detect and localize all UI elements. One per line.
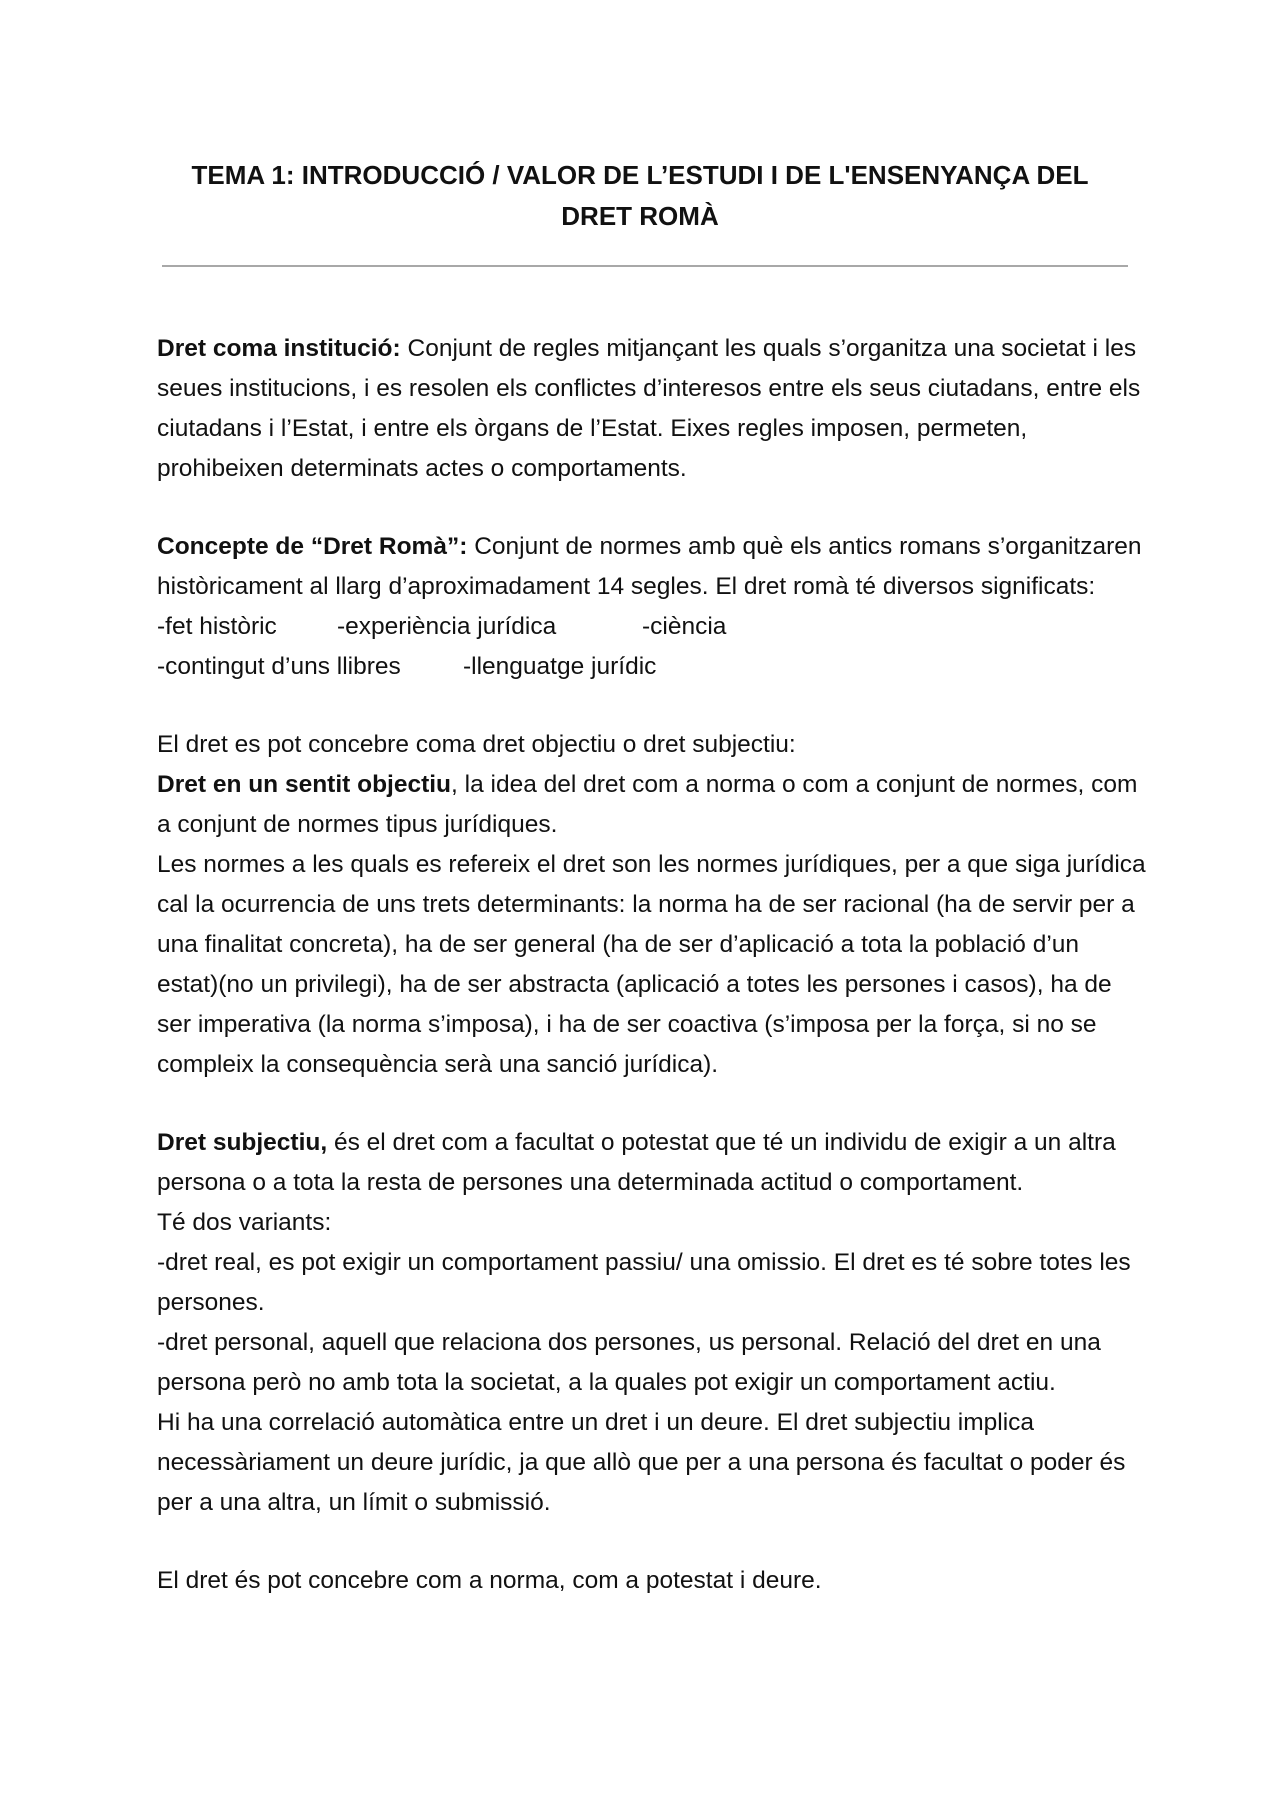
document-title: TEMA 1: INTRODUCCIÓ / VALOR DE L’ESTUDI I DE L'ENSENYANÇA DEL DRET ROMÀ bbox=[191, 160, 1089, 231]
title-divider bbox=[162, 265, 1128, 267]
text-subjectiu: és el dret com a facultat o potestat que té un individu de exigir a un altra persona o a tota la resta de persones una determinada actitud o comportament. bbox=[157, 1129, 1116, 1196]
term-institucio: Dret coma institució: bbox=[157, 335, 401, 362]
meaning-contingut-llibres: -contingut d’uns llibres bbox=[157, 653, 401, 680]
meaning-experiencia-juridica: -experiència jurídica bbox=[337, 613, 557, 640]
paragraph-objectiu bbox=[157, 765, 1147, 845]
document-body bbox=[157, 329, 1147, 1601]
meaning-llenguatge-juridic: -llenguatge jurídic bbox=[463, 653, 657, 680]
spacer bbox=[157, 1523, 1147, 1561]
term-subjectiu: Dret subjectiu, bbox=[157, 1129, 328, 1156]
paragraph-intro-objectiu: El dret es pot concebre coma dret objectiu o dret subjectiu: bbox=[157, 731, 796, 758]
term-objectiu: Dret en un sentit objectiu bbox=[157, 771, 452, 798]
text-concepte: Conjunt de normes amb què els antics romans s’organitzaren històricament al llarg d’aproximadament 14 segles. El dret romà té diversos significats: bbox=[157, 533, 1142, 600]
meanings-row-1 bbox=[157, 607, 1147, 647]
paragraph-correlacio: Hi ha una correlació automàtica entre un dret i un deure. El dret subjectiu implica necessàriament un deure jurídic, ja que allò que per a una persona és facultat o poder és per a una altra, un límit o submissió. bbox=[157, 1409, 1126, 1516]
paragraph-variants-intro: Té dos variants: bbox=[157, 1209, 332, 1236]
paragraph-institucio bbox=[157, 329, 1147, 489]
paragraph-subjectiu bbox=[157, 1123, 1147, 1203]
paragraph-concepte bbox=[157, 527, 1147, 607]
paragraph-dret-real: -dret real, es pot exigir un comportament passiu/ una omissio. El dret es té sobre totes les persones. bbox=[157, 1249, 1131, 1316]
meanings-row-2 bbox=[157, 647, 1147, 687]
meaning-fet-historic: -fet històric bbox=[157, 613, 277, 640]
text-institucio: Conjunt de regles mitjançant les quals s’organitza una societat i les seues institucions, i es resolen els conflictes d’interesos entre els seus ciutadans, entre els ciutadans i l’Estat, i entre els òrgans de l’Estat. Eixes regles imposen, permeten, prohibeixen determinats actes o comportaments. bbox=[157, 335, 1141, 482]
spacer bbox=[157, 1085, 1147, 1123]
spacer bbox=[157, 687, 1147, 725]
paragraph-dret-personal: -dret personal, aquell que relaciona dos persones, us personal. Relació del dret en una persona però no amb tota la societat, a la quales pot exigir un comportament actiu. bbox=[157, 1329, 1101, 1396]
meaning-ciencia: -ciència bbox=[642, 613, 727, 640]
paragraph-conclusio: El dret és pot concebre com a norma, com a potestat i deure. bbox=[157, 1567, 822, 1594]
spacer bbox=[157, 489, 1147, 527]
text-objectiu: , la idea del dret com a norma o com a conjunt de normes, com a conjunt de normes tipus jurídiques. bbox=[157, 771, 1138, 838]
paragraph-normes-juridiques: Les normes a les quals es refereix el dret son les normes jurídiques, per a que siga jurídica cal la ocurrencia de uns trets determinants: la norma ha de ser racional (ha de servir per a una finalitat concreta), ha de ser general (ha de ser d’aplicació a tota la població d’un estat)(no un privilegi), ha de ser abstracta (aplicació a totes les persones i casos), ha de ser imperativa (la norma s’imposa), i ha de ser coactiva (s’imposa per la força, si no se compleix la consequència serà una sanció jurídica). bbox=[157, 851, 1146, 1078]
term-concepte: Concepte de “Dret Romà”: bbox=[157, 533, 468, 560]
